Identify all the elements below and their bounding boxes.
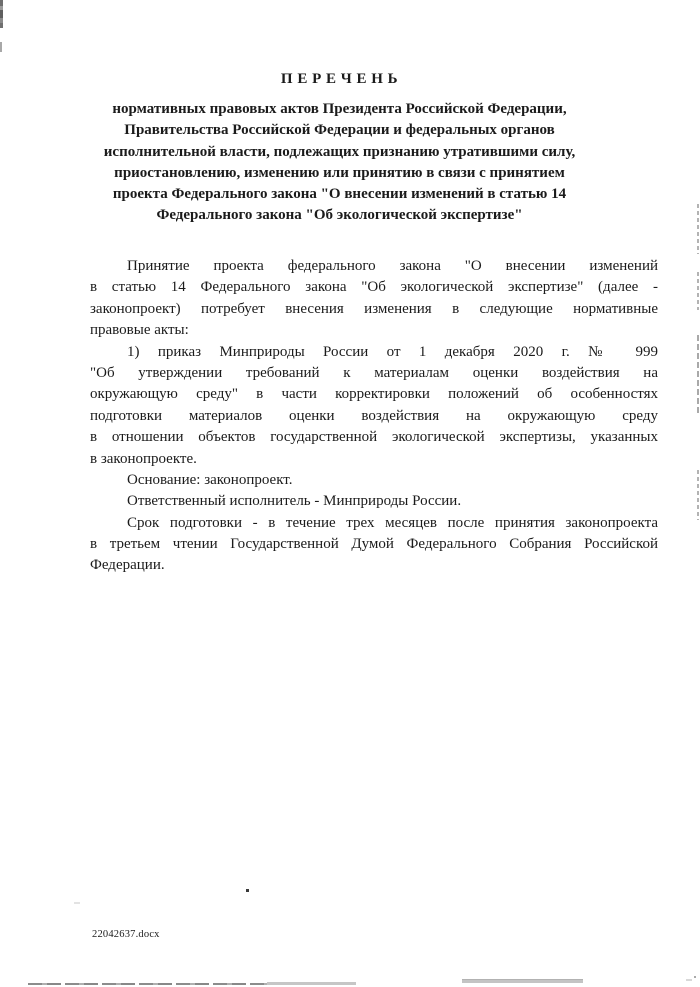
body-line: правовые акты: [90, 322, 189, 339]
heading-line: проекта Федерального закона "О внесении изменений в статью 14 [112, 186, 567, 203]
scan-artifact-left-edge-top [0, 0, 3, 28]
footer-filename: 22042637.docx [92, 929, 160, 940]
document-title: П Е Р Е Ч Е Н Ь [280, 71, 399, 87]
scan-artifact-right-edge-dash-2 [697, 272, 699, 310]
body-line: в статью 14 Федерального закона "Об экологической экспертизе" (далее - [90, 279, 658, 296]
body-line: Срок подготовки - в течение трех месяцев после принятия законопроекта [127, 514, 658, 531]
scan-artifact-bottom-line-mid [267, 982, 356, 985]
heading-line: приостановлению, изменению или принятию в связи с принятием [114, 164, 565, 181]
scan-speck-corner [694, 976, 696, 978]
body-line: в третьем чтении Государственной Думой Федерального Собрания Российской [90, 536, 658, 553]
body-line: 1) приказ Минприроды России от 1 декабря 2020 г. № 999 [127, 343, 658, 360]
scan-artifact-right-edge-dash-4 [697, 470, 699, 520]
body-line: окружающую среду" в части корректировки положений об особенностях [90, 386, 658, 403]
body-line: Ответственный исполнитель - Минприроды России. [127, 493, 462, 510]
body-line: Принятие проекта федерального закона "О внесении изменений [127, 258, 658, 274]
scan-artifact-bottom-line-right [462, 979, 583, 983]
scan-speck-dot [246, 889, 249, 892]
scan-artifact-right-edge-dash-3 [697, 335, 699, 414]
scan-speck-faint [74, 902, 80, 904]
body-line: законопроект) потребует внесения изменения в следующие нормативные [90, 300, 658, 317]
heading-line: Правительства Российской Федерации и федеральных органов [124, 122, 555, 139]
heading-line: нормативных правовых актов Президента Российской Федерации, [112, 101, 567, 117]
heading-line: исполнительной власти, подлежащих признанию утратившими силу, [103, 143, 576, 160]
heading-line: Федерального закона "Об экологической экспертизе" [156, 207, 523, 224]
scan-artifact-left-edge-mark [0, 42, 2, 52]
document-heading [62, 99, 617, 227]
body-line: в отношении объектов государственной экологической экспертизы, указанных [90, 429, 658, 446]
body-line: Федерации. [90, 557, 165, 574]
body-line: Основание: законопроект. [127, 471, 293, 488]
scan-artifact-right-edge-dash-1 [697, 204, 699, 254]
scan-artifact-bottom-line-left [28, 983, 267, 985]
scan-speck-bottom-right [686, 979, 692, 981]
body-line: в законопроекте. [90, 450, 197, 467]
body-line: подготовки материалов оценки воздействия на окружающую среду [90, 407, 658, 424]
body-line: "Об утверждении требований к материалам оценки воздействия на [90, 364, 658, 381]
document-body [90, 256, 658, 577]
